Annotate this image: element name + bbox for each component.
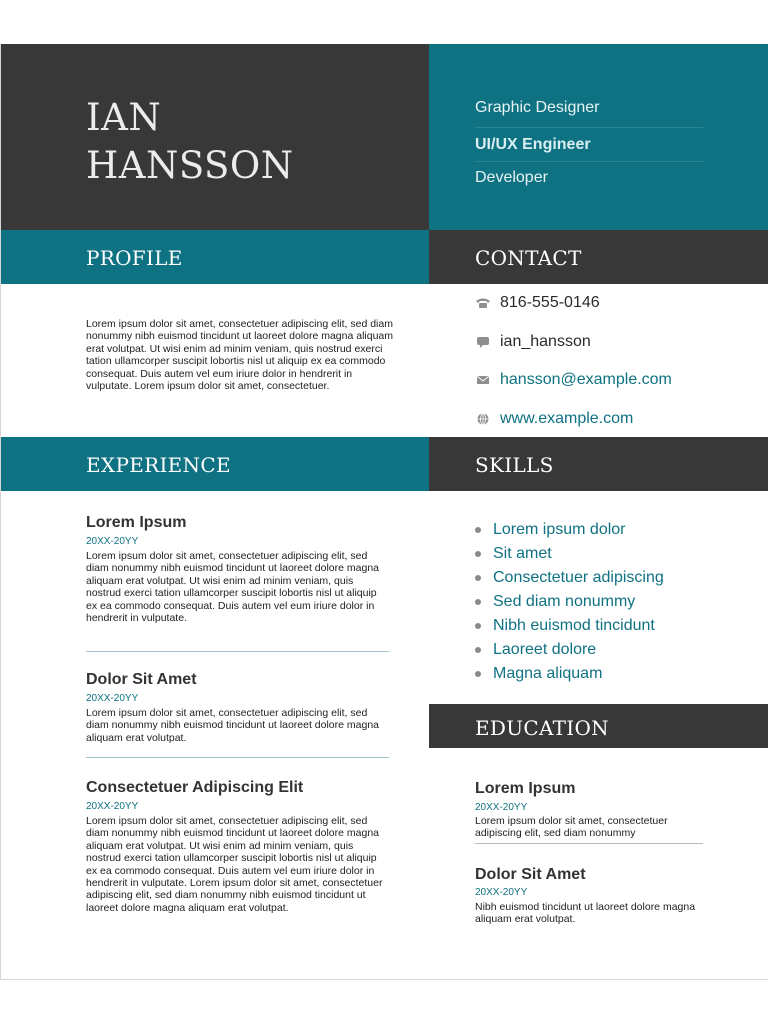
contact-heading: CONTACT bbox=[475, 246, 582, 270]
role-divider bbox=[475, 127, 703, 128]
skill-label: Lorem ipsum dolor bbox=[493, 521, 626, 538]
role-developer: Developer bbox=[475, 169, 548, 186]
phone-number: 816-555-0146 bbox=[500, 294, 600, 311]
skill-item bbox=[475, 519, 626, 541]
contact-handle bbox=[475, 331, 591, 353]
resume-page bbox=[0, 44, 768, 980]
job-description: Lorem ipsum dolor sit amet, consectetuer adipiscing elit, sed diam nonummy nibh euismod tincidunt ut laoreet dolore magna aliquam erat volutpat. bbox=[86, 707, 380, 744]
bullet bbox=[475, 527, 481, 533]
education-dates: 20XX-20YY bbox=[475, 802, 528, 813]
job-description: Lorem ipsum dolor sit amet, consectetuer adipiscing elit, sed diam nonummy nibh euismod tincidunt ut laoreet dolore magna aliquam erat volutpat. Ut wisi enim ad minim veniam, quis nostrud exerci tation ullamcorper suscipit lobortis nisl ut aliquip ex ea commodo consequat. Duis autem vel eum iriure dolor in hendrerit in vulputate. bbox=[86, 550, 380, 625]
job-divider bbox=[86, 757, 389, 758]
job-dates: 20XX-20YY bbox=[86, 801, 139, 812]
skill-label: Sit amet bbox=[493, 545, 552, 562]
chat-icon bbox=[475, 336, 491, 348]
website-link[interactable]: www.example.com bbox=[500, 410, 634, 427]
bullet bbox=[475, 599, 481, 605]
skill-item bbox=[475, 567, 664, 589]
job-divider bbox=[86, 651, 389, 652]
education-title: Dolor Sit Amet bbox=[475, 866, 586, 883]
role-graphic-designer: Graphic Designer bbox=[475, 99, 600, 116]
skills-bar bbox=[429, 437, 768, 491]
email-icon bbox=[475, 374, 491, 386]
profile-heading: PROFILE bbox=[86, 246, 183, 270]
experience-bar bbox=[1, 437, 429, 491]
bullet bbox=[475, 551, 481, 557]
last-name: HANSSON bbox=[86, 144, 294, 187]
skills-heading: SKILLS bbox=[475, 453, 554, 477]
social-handle: ian_hansson bbox=[500, 333, 591, 350]
profile-bar bbox=[1, 230, 429, 284]
contact-bar bbox=[429, 230, 768, 284]
skill-item bbox=[475, 591, 635, 613]
bullet bbox=[475, 647, 481, 653]
skill-item bbox=[475, 543, 552, 565]
job-description: Lorem ipsum dolor sit amet, consectetuer adipiscing elit, sed diam nonummy nibh euismod tincidunt ut laoreet dolore magna aliquam erat volutpat. Ut wisi enim ad minim veniam, quis nostrud exerci tation ullamcorper suscipit lobortis nisl ut aliquip ex ea commodo consequat. Duis autem vel eum iriure dolor in hendrerit in vulputate. Lorem ipsum dolor sit amet, consectetuer adipiscing elit, sed diam nonummy nibh euismod tincidunt ut laoreet dolore magna aliquam erat volutpat. bbox=[86, 815, 383, 914]
job-title: Consectetuer Adipiscing Elit bbox=[86, 779, 304, 796]
bullet bbox=[475, 623, 481, 629]
globe-icon bbox=[475, 413, 491, 425]
education-dates: 20XX-20YY bbox=[475, 887, 528, 898]
profile-text: Lorem ipsum dolor sit amet, consectetuer adipiscing elit, sed diam nonummy nibh euismod tincidunt ut laoreet dolore magna aliquam erat volutpat. Ut wisi enim ad minim veniam, quis nostrud exerci tation ullamcorper suscipit lobortis nisl ut aliquip ex ea commodo consequat. Duis autem vel eum iriure dolor in hendrerit in vulputate. Lorem ipsum dolor sit amet, consectetuer. bbox=[86, 318, 394, 393]
skill-label: Sed diam nonummy bbox=[493, 593, 636, 610]
skill-label: Nibh euismod tincidunt bbox=[493, 617, 655, 634]
education-description: Nibh euismod tincidunt ut laoreet dolore magna aliquam erat volutpat. bbox=[475, 901, 696, 926]
bullet bbox=[475, 575, 481, 581]
contact-website[interactable] bbox=[475, 408, 633, 430]
role-uiux-engineer: UI/UX Engineer bbox=[475, 136, 591, 153]
skill-item bbox=[475, 615, 655, 637]
role-divider bbox=[475, 161, 703, 162]
skill-label: Magna aliquam bbox=[493, 665, 603, 682]
job-title: Dolor Sit Amet bbox=[86, 671, 197, 688]
job-dates: 20XX-20YY bbox=[86, 693, 139, 704]
job-dates: 20XX-20YY bbox=[86, 536, 139, 547]
contact-email[interactable] bbox=[475, 369, 672, 391]
education-description: Lorem ipsum dolor sit amet, consectetuer adipiscing elit, sed diam nonummy bbox=[475, 815, 668, 840]
email-link[interactable]: hansson@example.com bbox=[500, 371, 672, 388]
education-title: Lorem Ipsum bbox=[475, 780, 576, 797]
skill-label: Consectetuer adipiscing bbox=[493, 569, 664, 586]
bullet bbox=[475, 671, 481, 677]
roles-block bbox=[429, 44, 768, 230]
contact-phone bbox=[475, 292, 600, 314]
phone-icon bbox=[475, 297, 491, 309]
name-block bbox=[1, 44, 429, 230]
skill-item bbox=[475, 639, 596, 661]
job-title: Lorem Ipsum bbox=[86, 514, 187, 531]
skill-label: Laoreet dolore bbox=[493, 641, 597, 658]
education-divider bbox=[475, 843, 703, 844]
education-heading: EDUCATION bbox=[475, 716, 609, 740]
first-name: IAN bbox=[86, 96, 162, 139]
skill-item bbox=[475, 663, 602, 685]
experience-heading: EXPERIENCE bbox=[86, 453, 231, 477]
education-bar bbox=[429, 704, 768, 748]
